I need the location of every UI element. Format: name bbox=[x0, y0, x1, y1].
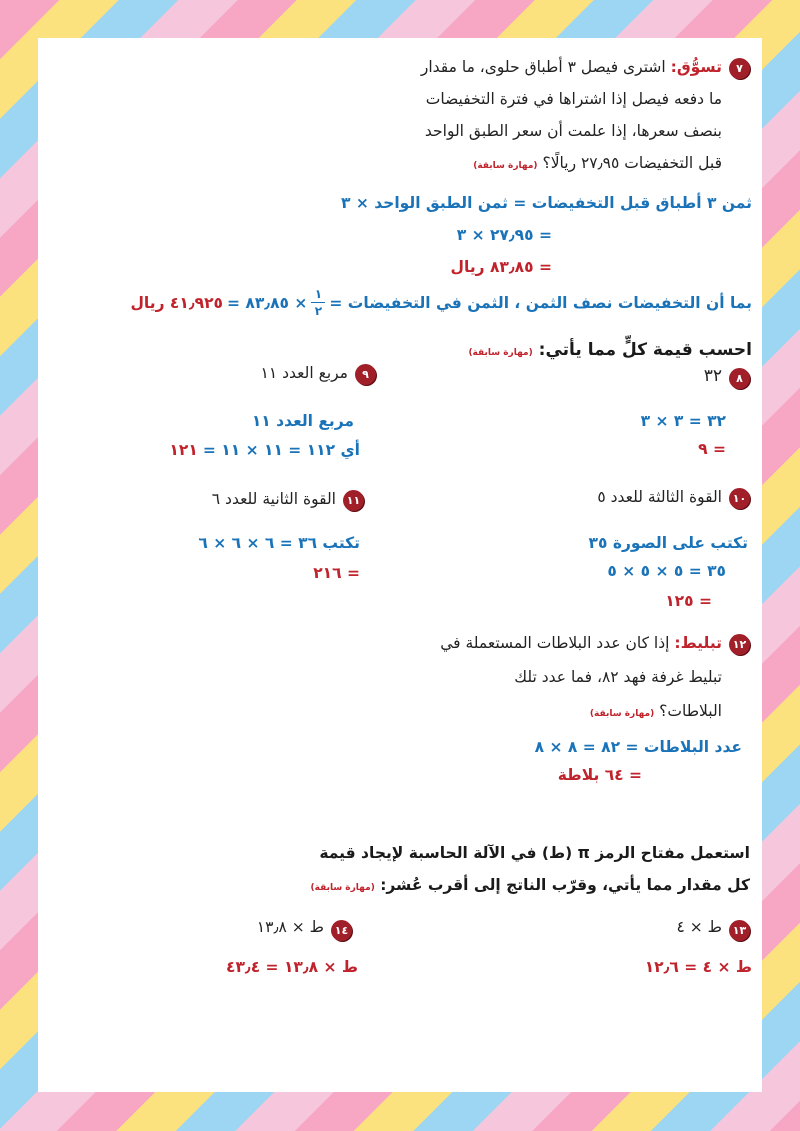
question-number-12: ١٢ bbox=[729, 634, 750, 655]
q7-skill-tag: (مهارة سابقة) bbox=[473, 161, 538, 171]
question-number-7: ٧ bbox=[729, 58, 750, 79]
q9-solution-2 bbox=[169, 440, 360, 459]
q14-solution: ط × ١٣٫٨ = ٤٣٫٤ bbox=[225, 958, 358, 976]
section-1-title-text: احسب قيمة كلٍّ مما يأتي: bbox=[538, 340, 752, 360]
q12-label: تبليط: bbox=[674, 634, 722, 652]
q7-line-2: ما دفعه فيصل إذا اشتراها في فترة التخفيضات bbox=[425, 90, 722, 108]
q11-text: القوة الثانية للعدد ٦ bbox=[211, 490, 336, 508]
question-number-13: ١٣ bbox=[729, 920, 750, 941]
q10-solution-2: ٣٥ = ٥ × ٥ × ٥ bbox=[607, 562, 726, 580]
q12-text-3: البلاطات؟ bbox=[659, 702, 722, 720]
q12-line-2: تبليط غرفة فهد ٨٢، فما عدد تلك bbox=[514, 668, 722, 686]
fraction-denominator: ٢ bbox=[314, 304, 323, 318]
q9-sol2-result: ١٢١ bbox=[169, 441, 198, 459]
q7-solution-line-3: = ٨٣٫٨٥ ريال bbox=[450, 258, 552, 276]
q8-solution-1: ٣٢ = ٣ × ٣ bbox=[640, 412, 726, 430]
fraction-bar bbox=[311, 302, 325, 303]
q7-solution-line-2: = ٢٧٫٩٥ × ٣ bbox=[456, 226, 552, 244]
question-number-10: ١٠ bbox=[729, 488, 750, 509]
question-number-14: ١٤ bbox=[331, 920, 352, 941]
q9-solution-1: مربع العدد ١١ bbox=[251, 412, 354, 430]
question-number-8: ٨ bbox=[729, 368, 750, 389]
fraction-numerator: ١ bbox=[314, 287, 323, 301]
q7-label: تسوُّق: bbox=[670, 58, 722, 76]
q7-line-4 bbox=[473, 154, 722, 172]
section-2-line-2-text: كل مقدار مما يأتي، وقرّب الناتج إلى أقرب عُشر: bbox=[380, 876, 750, 894]
q7-line-1 bbox=[421, 58, 722, 76]
q11-solution-1: تكتب ٣٦ = ٦ × ٦ × ٦ bbox=[198, 534, 360, 552]
q7-sol4-text: بما أن التخفيضات نصف الثمن ، الثمن في التخفيضات = bbox=[329, 293, 752, 312]
q12-text-1: إذا كان عدد البلاطات المستعملة في bbox=[440, 634, 670, 652]
q10-solution-1: تكتب على الصورة ٣٥ bbox=[588, 534, 748, 552]
q9-text: مربع العدد ١١ bbox=[260, 364, 348, 382]
q8-text: ٣٢ bbox=[703, 366, 722, 386]
q7-sol4-result: ٤١٫٩٢٥ ريال bbox=[130, 293, 223, 312]
q7-text-1: اشترى فيصل ٣ أطباق حلوى، ما مقدار bbox=[420, 58, 666, 76]
q7-sol4-mid: × ٨٣٫٨٥ = bbox=[227, 293, 308, 312]
q13-text: ط × ٤ bbox=[676, 918, 722, 936]
q10-solution-3: = ١٢٥ bbox=[665, 592, 712, 610]
q12-skill-tag: (مهارة سابقة) bbox=[589, 709, 655, 719]
q7-text-4: قبل التخفيضات ٢٧٫٩٥ ريالًا؟ bbox=[542, 154, 722, 172]
worksheet-page bbox=[38, 38, 762, 1092]
q12-solution-2: = ٦٤ بلاطة bbox=[557, 766, 642, 784]
q14-text: ط × ١٣٫٨ bbox=[256, 918, 324, 936]
q12-line-1 bbox=[440, 634, 722, 652]
question-number-9: ٩ bbox=[355, 364, 376, 385]
section-1-title bbox=[468, 340, 752, 360]
section-2-skill-tag: (مهارة سابقة) bbox=[310, 883, 375, 893]
q7-solution-line-4 bbox=[130, 288, 752, 317]
section-2-line-2 bbox=[311, 876, 750, 894]
fraction-one-half bbox=[311, 288, 325, 317]
q7-solution-line-1: ثمن ٣ أطباق قبل التخفيضات = ثمن الطبق الواحد × ٣ bbox=[340, 194, 752, 212]
q11-solution-2: = ٢١٦ bbox=[313, 564, 360, 582]
q7-line-3: بنصف سعرها، إذا علمت أن سعر الطبق الواحد bbox=[424, 122, 722, 140]
q12-line-3 bbox=[590, 702, 722, 720]
q9-sol2-text: أي ١١٢ = ١١ × ١١ = bbox=[202, 441, 360, 459]
section-1-skill-tag: (مهارة سابقة) bbox=[468, 348, 533, 358]
q8-solution-2: = ٩ bbox=[698, 440, 726, 458]
q13-solution: ط × ٤ = ١٢٫٦ bbox=[644, 958, 752, 976]
question-number-11: ١١ bbox=[343, 490, 364, 511]
q12-solution-1: عدد البلاطات = ٨٢ = ٨ × ٨ bbox=[534, 738, 742, 756]
section-2-line-1: استعمل مفتاح الرمز π (ط) في الآلة الحاسبة لإيجاد قيمة bbox=[319, 844, 750, 862]
q10-text: القوة الثالثة للعدد ٥ bbox=[597, 488, 722, 506]
